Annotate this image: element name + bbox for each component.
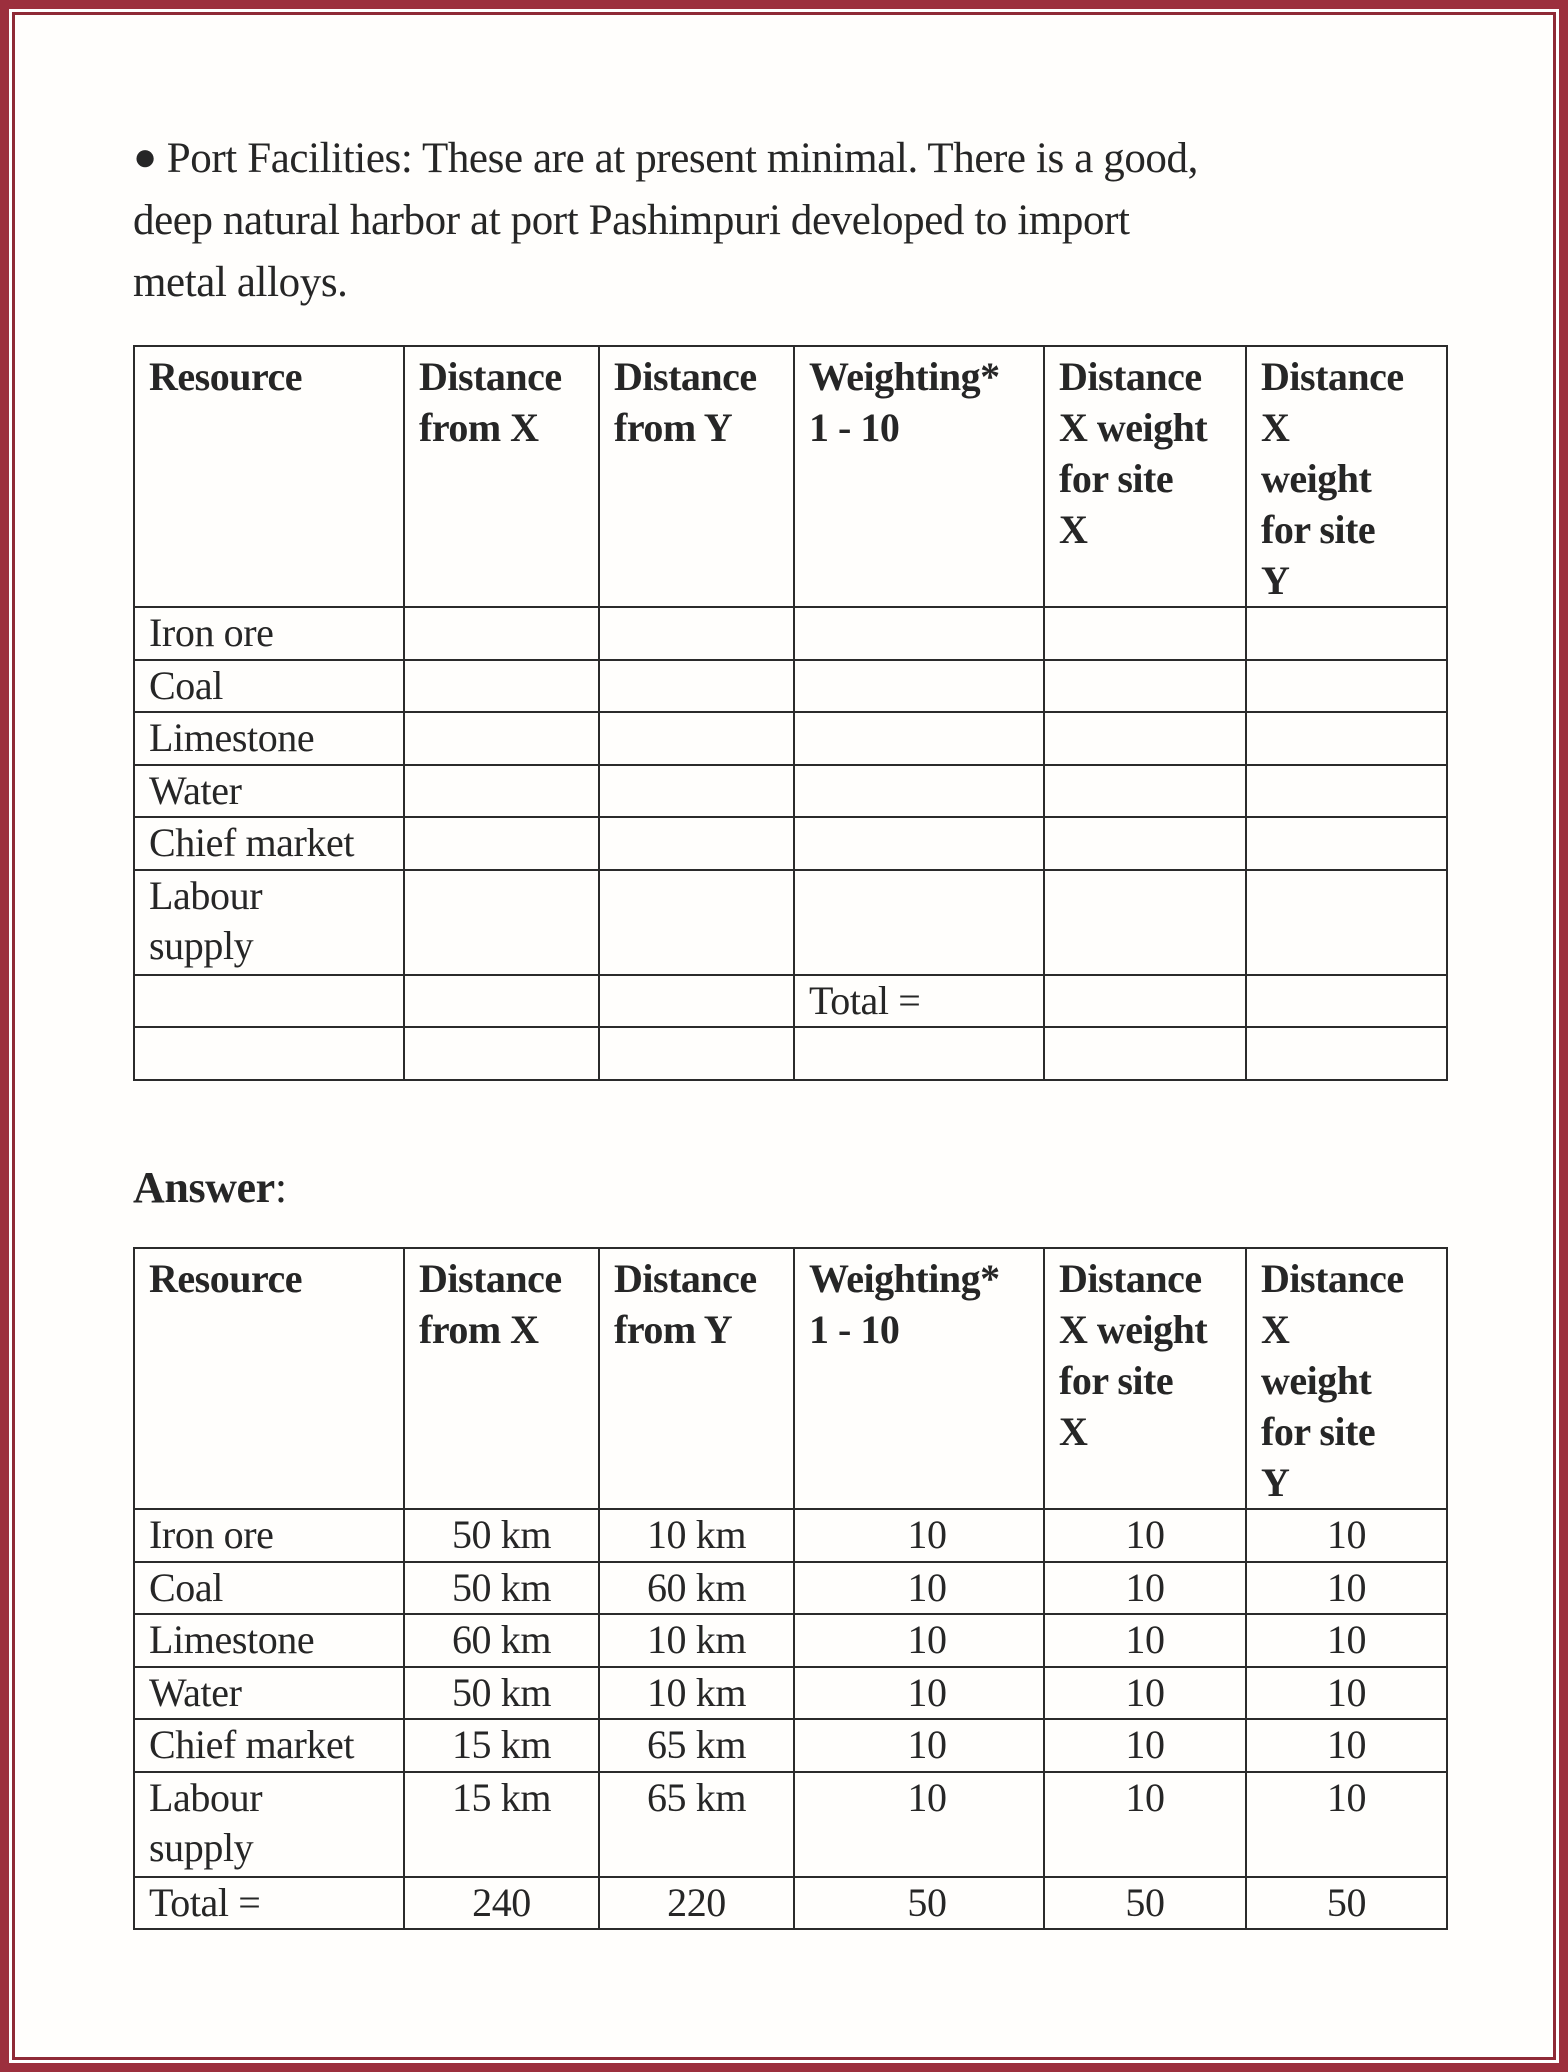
cell-distance-y[interactable] <box>599 817 794 870</box>
cell-distance-y: 10 km <box>599 1614 794 1667</box>
cell-distance-x[interactable] <box>404 765 599 818</box>
cell-distance-x[interactable] <box>404 975 599 1028</box>
header-weighting: Weighting* 1 - 10 <box>794 1248 1044 1509</box>
cell-empty[interactable] <box>1044 1027 1246 1080</box>
table-row <box>134 1667 1447 1720</box>
cell-weighted-y: 10 <box>1246 1509 1447 1562</box>
cell-weighted-y: 10 <box>1246 1667 1447 1720</box>
cell-distance-y: 10 km <box>599 1667 794 1720</box>
cell-weighting[interactable] <box>794 870 1044 975</box>
cell-total-label: Total = <box>134 1877 404 1930</box>
cell-weighted-y: 10 <box>1246 1772 1447 1877</box>
intro-line-1 <box>133 128 1453 190</box>
cell-weighted-x[interactable] <box>1044 607 1246 660</box>
cell-distance-x: 50 km <box>404 1667 599 1720</box>
cell-distance-x: 50 km <box>404 1562 599 1615</box>
cell-resource: Water <box>134 1667 404 1720</box>
cell-weighting: 10 <box>794 1667 1044 1720</box>
cell-weighted-y-total[interactable] <box>1246 975 1447 1028</box>
cell-total-label: Total = <box>794 975 1044 1028</box>
cell-distance-x: 15 km <box>404 1772 599 1877</box>
header-weighted-site-x: Distance X weight for site X <box>1044 346 1246 607</box>
cell-weighted-x: 10 <box>1044 1772 1246 1877</box>
answer-resource-table <box>133 1247 1448 1930</box>
cell-distance-x[interactable] <box>404 607 599 660</box>
cell-weighted-y: 10 <box>1246 1562 1447 1615</box>
cell-weighted-x[interactable] <box>1044 870 1246 975</box>
table-row <box>134 1772 1447 1877</box>
cell-weighting: 10 <box>794 1562 1044 1615</box>
header-distance-from-y: Distance from Y <box>599 1248 794 1509</box>
table-row <box>134 870 1447 975</box>
cell-weighted-x[interactable] <box>1044 712 1246 765</box>
intro-line-2: deep natural harbor at port Pashimpuri developed to import <box>133 197 1130 244</box>
cell-distance-y[interactable] <box>599 975 794 1028</box>
cell-distance-y[interactable] <box>599 660 794 713</box>
cell-empty[interactable] <box>404 1027 599 1080</box>
cell-distance-x: 50 km <box>404 1509 599 1562</box>
cell-empty[interactable] <box>134 1027 404 1080</box>
table-header-row <box>134 346 1447 607</box>
cell-distance-x[interactable] <box>404 817 599 870</box>
table-header-row <box>134 1248 1447 1509</box>
cell-empty[interactable] <box>794 1027 1044 1080</box>
cell-weighted-y[interactable] <box>1246 607 1447 660</box>
cell-weighting[interactable] <box>794 607 1044 660</box>
cell-resource <box>134 975 404 1028</box>
header-resource: Resource <box>134 346 404 607</box>
cell-weighted-y[interactable] <box>1246 870 1447 975</box>
cell-distance-y: 65 km <box>599 1719 794 1772</box>
table-row <box>134 1719 1447 1772</box>
table-row <box>134 1562 1447 1615</box>
cell-weighting: 10 <box>794 1614 1044 1667</box>
cell-distance-x: 15 km <box>404 1719 599 1772</box>
port-facilities-paragraph <box>133 128 1453 314</box>
table-row <box>134 765 1447 818</box>
cell-weighting[interactable] <box>794 712 1044 765</box>
cell-total-distance-x: 240 <box>404 1877 599 1930</box>
cell-distance-y[interactable] <box>599 712 794 765</box>
header-weighting: Weighting* 1 - 10 <box>794 346 1044 607</box>
cell-resource: Limestone <box>134 1614 404 1667</box>
cell-weighting: 10 <box>794 1509 1044 1562</box>
table-row <box>134 1509 1447 1562</box>
cell-distance-y[interactable] <box>599 607 794 660</box>
cell-weighting[interactable] <box>794 817 1044 870</box>
cell-distance-y[interactable] <box>599 765 794 818</box>
answer-heading-colon: : <box>274 1163 287 1212</box>
cell-distance-y: 65 km <box>599 1772 794 1877</box>
table-row <box>134 817 1447 870</box>
intro-line-3: metal alloys. <box>133 259 348 306</box>
table-row <box>134 1027 1447 1080</box>
cell-resource: Iron ore <box>134 607 404 660</box>
table-row <box>134 607 1447 660</box>
blank-resource-table <box>133 345 1448 1081</box>
answer-heading-label: Answer <box>133 1163 275 1212</box>
header-weighted-site-y: Distance X weight for site Y <box>1246 346 1447 607</box>
cell-distance-x[interactable] <box>404 712 599 765</box>
cell-weighted-x[interactable] <box>1044 817 1246 870</box>
cell-weighted-x-total[interactable] <box>1044 975 1246 1028</box>
table-row <box>134 712 1447 765</box>
cell-distance-x: 60 km <box>404 1614 599 1667</box>
cell-resource: Chief market <box>134 1719 404 1772</box>
cell-weighted-y[interactable] <box>1246 765 1447 818</box>
cell-weighting[interactable] <box>794 765 1044 818</box>
cell-weighting: 10 <box>794 1772 1044 1877</box>
cell-resource: Water <box>134 765 404 818</box>
cell-weighted-y[interactable] <box>1246 660 1447 713</box>
header-distance-from-x: Distance from X <box>404 346 599 607</box>
cell-weighted-x: 10 <box>1044 1562 1246 1615</box>
header-distance-from-y: Distance from Y <box>599 346 794 607</box>
cell-weighting: 10 <box>794 1719 1044 1772</box>
cell-resource: Limestone <box>134 712 404 765</box>
header-resource: Resource <box>134 1248 404 1509</box>
cell-distance-y: 10 km <box>599 1509 794 1562</box>
cell-weighted-x: 10 <box>1044 1667 1246 1720</box>
cell-resource: Labour supply <box>134 1772 404 1877</box>
header-weighted-site-x: Distance X weight for site X <box>1044 1248 1246 1509</box>
cell-weighted-y[interactable] <box>1246 712 1447 765</box>
cell-resource: Iron ore <box>134 1509 404 1562</box>
table-row <box>134 660 1447 713</box>
cell-weighted-x: 10 <box>1044 1614 1246 1667</box>
cell-weighted-y: 10 <box>1246 1614 1447 1667</box>
cell-resource: Coal <box>134 660 404 713</box>
cell-distance-x[interactable] <box>404 870 599 975</box>
cell-total-distance-y: 220 <box>599 1877 794 1930</box>
cell-weighted-y[interactable] <box>1246 817 1447 870</box>
cell-distance-y[interactable] <box>599 870 794 975</box>
table-total-row <box>134 1877 1447 1930</box>
header-distance-from-x: Distance from X <box>404 1248 599 1509</box>
cell-resource: Coal <box>134 1562 404 1615</box>
cell-total-weighting: 50 <box>794 1877 1044 1930</box>
bullet-icon: ● <box>133 134 157 179</box>
header-weighted-site-y: Distance X weight for site Y <box>1246 1248 1447 1509</box>
table-total-row <box>134 975 1447 1028</box>
cell-weighted-x[interactable] <box>1044 660 1246 713</box>
cell-distance-x[interactable] <box>404 660 599 713</box>
cell-weighted-x[interactable] <box>1044 765 1246 818</box>
cell-total-weighted-x: 50 <box>1044 1877 1246 1930</box>
cell-resource: Labour supply <box>134 870 404 975</box>
cell-weighted-x: 10 <box>1044 1719 1246 1772</box>
cell-weighted-y: 10 <box>1246 1719 1447 1772</box>
cell-resource: Chief market <box>134 817 404 870</box>
intro-line-1-text: Port Facilities: These are at present minimal. There is a good, <box>166 135 1198 182</box>
answer-heading <box>133 1162 287 1214</box>
cell-total-weighted-y: 50 <box>1246 1877 1447 1930</box>
cell-empty[interactable] <box>599 1027 794 1080</box>
cell-distance-y: 60 km <box>599 1562 794 1615</box>
cell-empty[interactable] <box>1246 1027 1447 1080</box>
table-row <box>134 1614 1447 1667</box>
cell-weighting[interactable] <box>794 660 1044 713</box>
cell-weighted-x: 10 <box>1044 1509 1246 1562</box>
